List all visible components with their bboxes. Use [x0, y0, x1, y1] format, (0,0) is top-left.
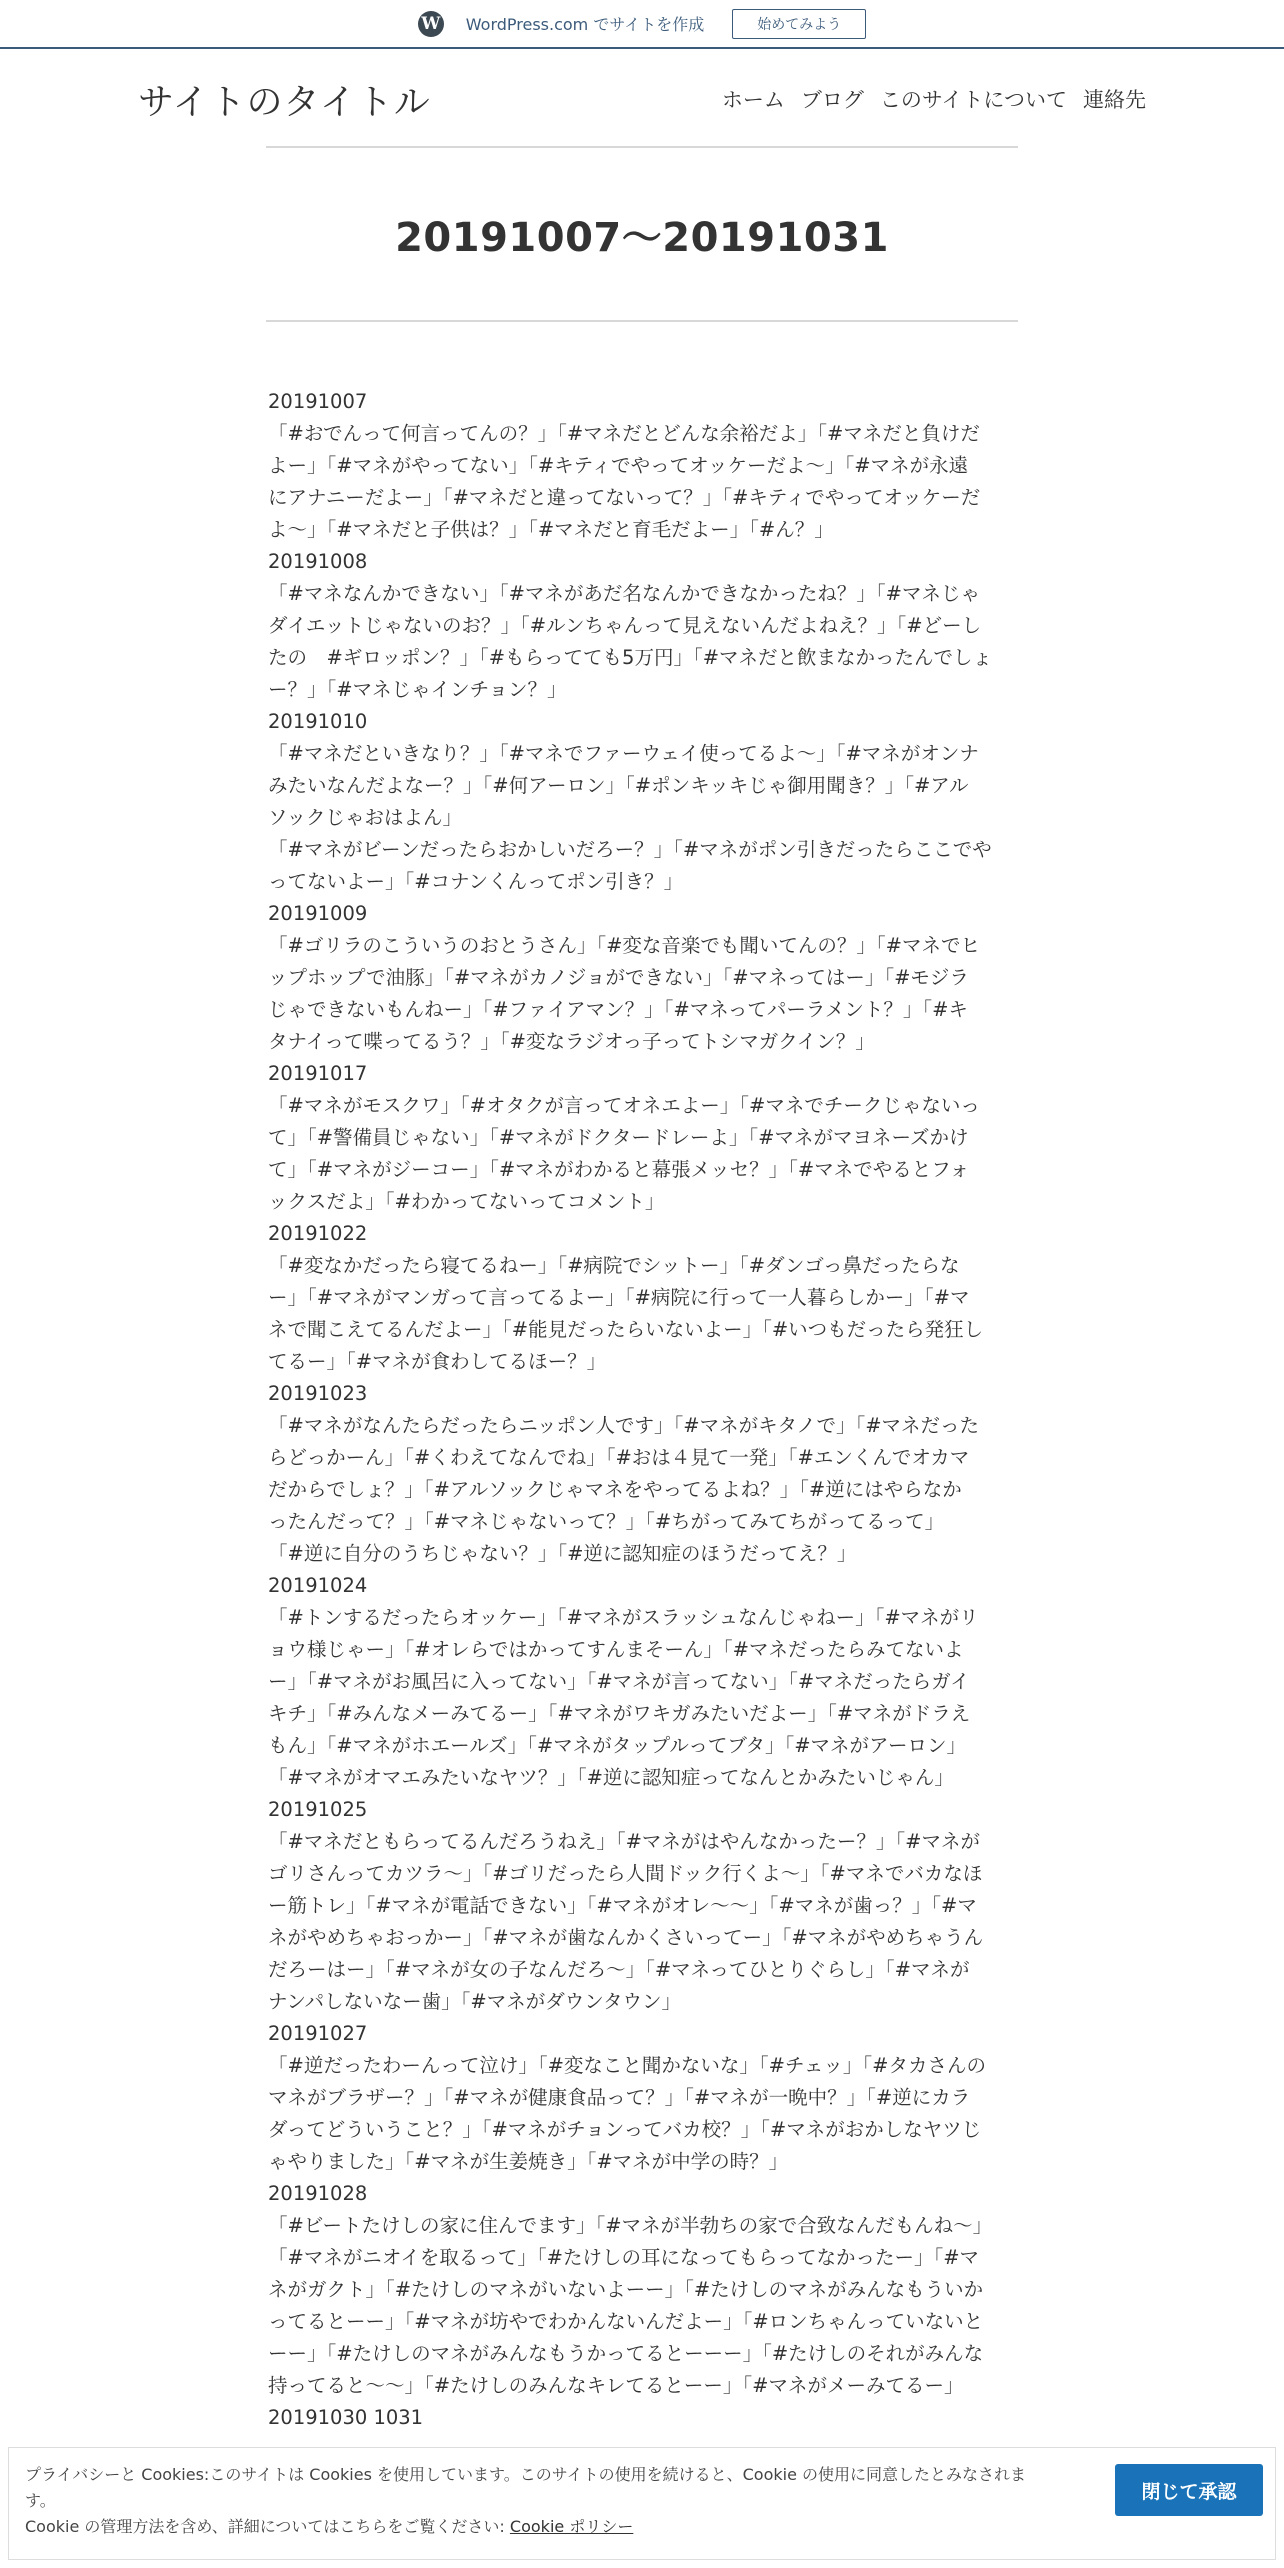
- content-line: らどっかーん」「#くわえてなんでね」「#おは４見て一発」「#エンくんでオカマ: [268, 1446, 970, 1469]
- content-line: 「#逆に自分のうちじゃない？」「#逆に認知症のほうだってえ？」: [268, 1542, 857, 1565]
- nav-item-contact[interactable]: 連絡先: [1083, 88, 1146, 112]
- content-line: ゃやりました」「#マネが生姜焼き」「#マネが中学の時？」: [268, 2150, 789, 2173]
- close-and-accept-button[interactable]: 閉じて承認: [1115, 2464, 1263, 2516]
- content-line: ってるとーー」「#マネが坊やでわかんないんだよー」「#ロンちゃんっていないと: [268, 2310, 984, 2333]
- content-line: 20191007: [268, 390, 368, 413]
- content-line: ダってどういうこと？」「#マネがチョンってバカ校？」「#マネがおかしなヤツじ: [268, 2118, 982, 2141]
- content-line: 「#変なかだったら寝てるねー」「#病院でシットー」「#ダンゴっ鼻だったらな: [268, 1254, 960, 1277]
- wordpress-promo-text[interactable]: WordPress.com でサイトを作成: [465, 15, 705, 34]
- nav-item-about[interactable]: このサイトについて: [879, 88, 1067, 112]
- content-line: キチ」「#みんなメーみてるー」「#マネがワキガみたいだよー」「#マネがドラえ: [268, 1702, 971, 1725]
- content-line: もん」「#マネがホエールズ」「#マネがタップルってブタ」「#マネがアーロン」: [268, 1734, 966, 1757]
- content-line: 「#マネがビーンだったらおかしいだろー？」「#マネがポン引きだったらここでや: [268, 838, 992, 861]
- content-line: ネがやめちゃおっかー」「#マネが歯なんかくさいってー」「#マネがやめちゃうん: [268, 1926, 984, 1949]
- cookie-info-text: Cookie の管理方法を含め、詳細についてはこちらをご覧ください:: [25, 2517, 510, 2536]
- site-header: [0, 50, 1284, 147]
- site-title[interactable]: サイトのタイトル: [138, 82, 431, 123]
- cookie-banner: [8, 2447, 1276, 2560]
- content-line: 20191023: [268, 1382, 368, 1405]
- content-line: だろーはー」「#マネが女の子なんだろ〜」「#マネってひとりぐらし」「#マネが: [268, 1958, 970, 1981]
- cookie-text-line: プライバシーと Cookies:このサイトは Cookies を使用しています。このサイトの使用を続けると、Cookie の使用に同意したとみなされま: [25, 2465, 1027, 2484]
- content-line: ョウ様じゃー」「#オレらではかってすんまそーん」「#マネだったらみてないよ: [268, 1638, 964, 1661]
- content-line: 20191027: [268, 2022, 368, 2045]
- content-line: 20191010: [268, 710, 368, 733]
- get-started-button[interactable]: 始めてみよう: [732, 9, 866, 39]
- content-line: 「#マネがオマエみたいなヤツ？」「#逆に認知症ってなんとかみたいじゃん」: [268, 1766, 954, 1789]
- wordpress-promo-bar: [0, 0, 1284, 49]
- cookie-policy-link[interactable]: Cookie ポリシー: [509, 2517, 634, 2536]
- content-line: マネがブラザー？」「#マネが健康食品って？」「#マネが一晩中？」「#逆にカラ: [268, 2086, 971, 2109]
- content-line: てるー」「#マネが食わしてるほー？」: [268, 1350, 607, 1373]
- content-line: たの #ギロッポン？」「#もらってても5万円」「#マネだと飲まなかったんでしょ: [268, 646, 993, 669]
- content-line: タナイって喋ってるう？」「#変なラジオっ子ってトシマガクイン？」: [268, 1030, 875, 1053]
- content-line: 持ってると〜〜」「#たけしのみんなキレてるとーー」「#マネがメーみてるー」: [268, 2374, 964, 2397]
- content-line: よー」「#マネがやってない」「#キティでやってオッケーだよ〜」「#マネが永遠: [268, 454, 969, 477]
- content-line: ップホップで油豚」「#マネがカノジョができない」「#マネってはー」「#モジラ: [268, 966, 969, 989]
- content-line: ー？」「#マネじゃインチョン？」: [268, 678, 567, 701]
- content-line: ー」「#マネがマンガって言ってるよー」「#病院に行って一人暮らしかー」「#マ: [268, 1286, 970, 1309]
- content-line: ックスだよ」「#わかってないってコメント」: [268, 1190, 665, 1213]
- cookie-text: [25, 2462, 1065, 2540]
- content-line: て」「#マネがジーコー」「#マネがわかると幕張メッセ？」「#マネでやるとフォ: [268, 1158, 970, 1181]
- content-line: ナンパしないなー歯」「#マネがダウンタウン」: [268, 1990, 681, 2013]
- content-line: ってないよー」「#コナンくんってポン引き？」: [268, 870, 684, 893]
- content-line: 「#マネがニオイを取るって」「#たけしの耳になってもらってなかったー」「#マ: [268, 2246, 980, 2269]
- content-line: ゴリさんってカツラ〜」「#ゴリだったら人間ドック行くよ〜」「#マネでバカなほ: [268, 1862, 983, 1885]
- content-line: みたいなんだよなー？」「#何アーロン」「#ポンキッキじゃ御用聞き？」「#アル: [268, 774, 969, 797]
- content-line: 20191022: [268, 1222, 368, 1245]
- wordpress-logo-icon[interactable]: W: [418, 11, 444, 37]
- content-line: にアナニーだよー」「#マネだと違ってないって？」「#キティでやってオッケーだ: [268, 486, 981, 509]
- cookie-text-line: [25, 2514, 1065, 2540]
- content-line: ネで聞こえてるんだよー」「#能見だったらいないよー」「#いつもだったら発狂し: [268, 1318, 984, 1341]
- nav-item-blog[interactable]: ブログ: [800, 88, 864, 112]
- content-line: 「#おでんって何言ってんの？」「#マネだとどんな余裕だよ」「#マネだと負けだ: [268, 422, 980, 445]
- content-line: 「#トンするだったらオッケー」「#マネがスラッシュなんじゃねー」「#マネがリ: [268, 1606, 979, 1629]
- content-line: ー筋トレ」「#マネが電話できない」「#マネがオレ〜〜」「#マネが歯っ？」「#マ: [268, 1894, 977, 1917]
- content-line: て」「#警備員じゃない」「#マネがドクタードレーよ」「#マネがマヨネーズかけ: [268, 1126, 969, 1149]
- main-navigation: [722, 84, 1146, 114]
- content-line: 20191028: [268, 2182, 368, 2205]
- cookie-text-line: す。: [25, 2491, 56, 2510]
- content-line: ーー」「#たけしのマネがみんなもうかってるとーーー」「#たけしのそれがみんな: [268, 2342, 984, 2365]
- content-line: 「#マネだといきなり？」「#マネでファーウェイ使ってるよ〜」「#マネがオンナ: [268, 742, 979, 765]
- content-line: だからでしょ？」「#アルソックじゃマネをやってるよね？」「#逆にはやらなか: [268, 1478, 962, 1501]
- content-line: ったんだって？」「#マネじゃないって？」「#ちがってみてちがってるって」: [268, 1510, 945, 1533]
- content-line: ソックじゃおはよん」: [268, 806, 463, 829]
- content-line: ダイエットじゃないのお？」「#ルンちゃんって見えないんだよねえ？」「#どーし: [268, 614, 982, 637]
- header-divider: [266, 146, 1018, 148]
- content-line: 20191017: [268, 1062, 368, 1085]
- content-line: 20191008: [268, 550, 368, 573]
- content-line: 「#マネがなんたらだったらニッポン人です」「#マネがキタノで」「#マネだった: [268, 1414, 980, 1437]
- content-line: 20191030 1031: [268, 2406, 424, 2429]
- nav-item-home[interactable]: ホーム: [721, 88, 785, 112]
- page-title: 20191007～20191031: [395, 215, 889, 261]
- title-divider: [266, 320, 1018, 322]
- content-line: 「#マネなんかできない」「#マネがあだ名なんかできなかったね？」「#マネじゃ: [268, 582, 981, 605]
- content-line: 20191009: [268, 902, 368, 925]
- content-line: 「#マネだともらってるんだろうねえ」「#マネがはやんなかったー？」「#マネが: [268, 1830, 981, 1853]
- content-line: 「#マネがモスクワ」「#オタクが言ってオネエよー」「#マネでチークじゃないっ: [268, 1094, 980, 1117]
- content-line: 「#逆だったわーんって泣け」「#変なこと聞かないな」「#チェッ」「#タカさんの: [268, 2054, 987, 2077]
- content-line: 20191025: [268, 1798, 368, 1821]
- post-content: [268, 386, 1016, 2434]
- content-line: 「#ビートたけしの家に住んでます」「#マネが半勃ちの家で合致なんだもんね〜」: [268, 2214, 993, 2237]
- content-line: 20191024: [268, 1574, 368, 1597]
- content-line: ネがガクト」「#たけしのマネがいないよーー」「#たけしのマネがみんなもういか: [268, 2278, 984, 2301]
- wordpress-promo-inner: [418, 9, 866, 39]
- content-line: 「#ゴリラのこういうのおとうさん」「#変な音楽でも聞いてんの？」「#マネでヒ: [268, 934, 981, 957]
- content-line: じゃできないもんねー」「#ファイアマン？」「#マネってパーラメント？」「#キ: [268, 998, 968, 1021]
- content-line: ー」「#マネがお風呂に入ってない」「#マネが言ってない」「#マネだったらガイ: [268, 1670, 970, 1693]
- content-line: よ〜」「#マネだと子供は？」「#マネだと育毛だよー」「#ん？」: [268, 518, 834, 541]
